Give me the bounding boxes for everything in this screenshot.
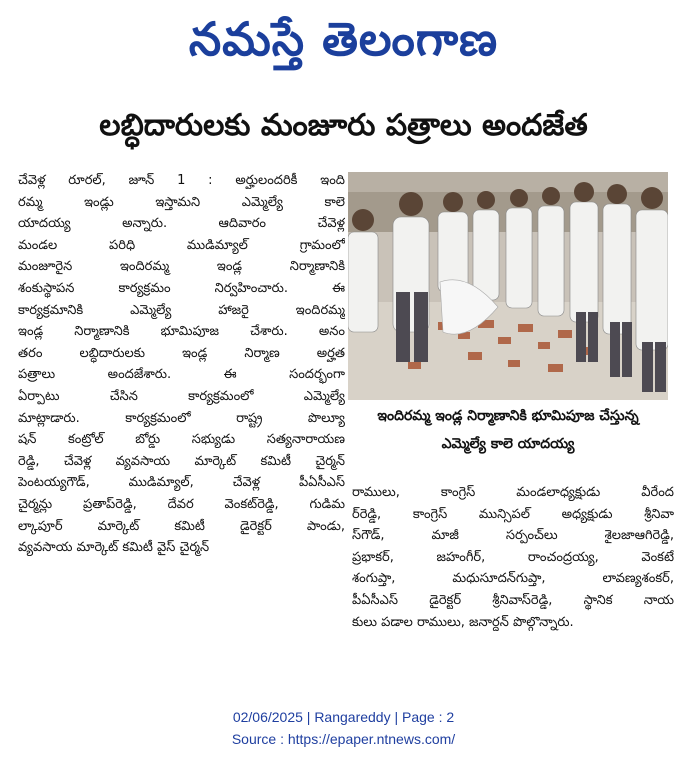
body-line: యాదయ్య అన్నారు. ఆదివారం చేవెళ్ల bbox=[18, 216, 345, 232]
body-line: రాములు, కాంగ్రెస్ మండలాధ్యక్షుడు వీరేంద bbox=[352, 485, 674, 500]
body-line: ల్కాపూర్ మార్కెట్ కమిటీ డైరెక్టర్ పాండు, bbox=[18, 518, 345, 534]
body-line: స్‌గౌడ్, మాజీ సర్పంచ్‌లు శైలజాఆగిరెడ్డి, bbox=[352, 528, 674, 544]
edition-info: 02/06/2025 | Rangareddy | Page : 2 bbox=[232, 709, 455, 725]
body-line: మండల పరిధి ముడిమ్యాల్ గ్రామంలో bbox=[18, 237, 345, 253]
body-line: మాట్లాడారు. కార్యక్రమంలో రాష్ట్ర పొల్యూ bbox=[18, 410, 345, 426]
body-line: వ్యవసాయ మార్కెట్ కమిటీ వైస్ చైర్మన్ bbox=[18, 540, 210, 556]
body-line: మంజూరైన ఇందిరమ్మ ఇండ్ల నిర్మాణానికి bbox=[18, 259, 345, 275]
article-headline: లబ్ధిదారులకు మంజూరు పత్రాలు అందజేత bbox=[99, 108, 588, 143]
body-line: తరం లబ్ధిదారులకు ఇండ్ల నిర్మాణ అర్హత bbox=[18, 345, 345, 361]
body-line: పెంటయ్యగౌడ్, ముడిమ్యాల్, చేవెళ్ల పీఏసీఎస్ bbox=[18, 475, 345, 491]
body-line: రమ్మ ఇండ్లు ఇస్తామని ఎమ్మెల్యే కాలె bbox=[18, 194, 345, 210]
photo-caption-line: ఎమ్మెల్యే కాలె యాదయ్య bbox=[441, 436, 575, 452]
body-line: పత్రాలు అందజేశారు. ఈ సందర్భంగా bbox=[18, 367, 345, 383]
newspaper-masthead: నమస్తే తెలంగాణ bbox=[188, 12, 499, 66]
body-line: ర్‌రెడ్డి, కాంగ్రెస్ మున్సిపల్ అధ్యక్షుడు శ్రీనివా bbox=[352, 506, 674, 522]
source-link[interactable]: Source : https://epaper.ntnews.com/ bbox=[231, 731, 456, 747]
body-line: కార్యక్రమానికి ఎమ్మెల్యే హాజరై ఇందిరమ్మ bbox=[18, 302, 345, 318]
page-footer bbox=[0, 706, 687, 750]
article-body-left-column bbox=[18, 170, 345, 559]
photo-caption-line: ఇందిరమ్మ ఇండ్ల నిర్మాణానికి భూమిపూజ చేస్తున్న bbox=[377, 408, 639, 424]
body-line: ఇండ్ల నిర్మాణానికి భూమిపూజ చేశారు. అనం bbox=[18, 324, 345, 340]
body-line: రెడ్డి, చేవెళ్ల వ్యవసాయ మార్కెట్ కమిటీ చైర్మన్ bbox=[18, 453, 345, 469]
body-line: ప్రభాకర్, జహంగీర్, రాంచంద్రయ్య, వెంకటే bbox=[352, 549, 674, 565]
article-body-right-column bbox=[352, 482, 674, 633]
body-line: షన్ కంట్రోల్ బోర్డు సభ్యుడు సత్యనారాయణ bbox=[18, 432, 345, 448]
body-line: ఏర్పాటు చేసిన కార్యక్రమంలో ఎమ్మెల్యే bbox=[18, 388, 345, 404]
body-line: శంగుప్తా, మధుసూదన్‌గుప్తా, లావణ్యశంకర్, bbox=[352, 571, 674, 587]
news-photo bbox=[348, 172, 668, 400]
body-line: పీఏసీఎస్ డైరెక్టర్ శ్రీనివాస్‌రెడ్డి, స్థానిక నాయ bbox=[352, 592, 674, 608]
news-photo-illustration bbox=[348, 172, 668, 400]
body-line: చైర్మన్లు ప్రతాప్‌రెడ్డి, దేవర వెంకట్‌రెడ్డి, గుడిమ bbox=[18, 496, 345, 512]
body-line: చేవెళ్ల రూరల్, జూన్ 1 : అర్హులందరికీ ఇంది bbox=[18, 173, 345, 188]
photo-caption bbox=[348, 402, 668, 464]
body-line: శంకుస్థాపన కార్యక్రమం నిర్వహించారు. ఈ bbox=[18, 280, 345, 296]
body-line: కులు పడాల రాములు, జనార్దన్ పొల్గొన్నారు. bbox=[352, 614, 574, 630]
